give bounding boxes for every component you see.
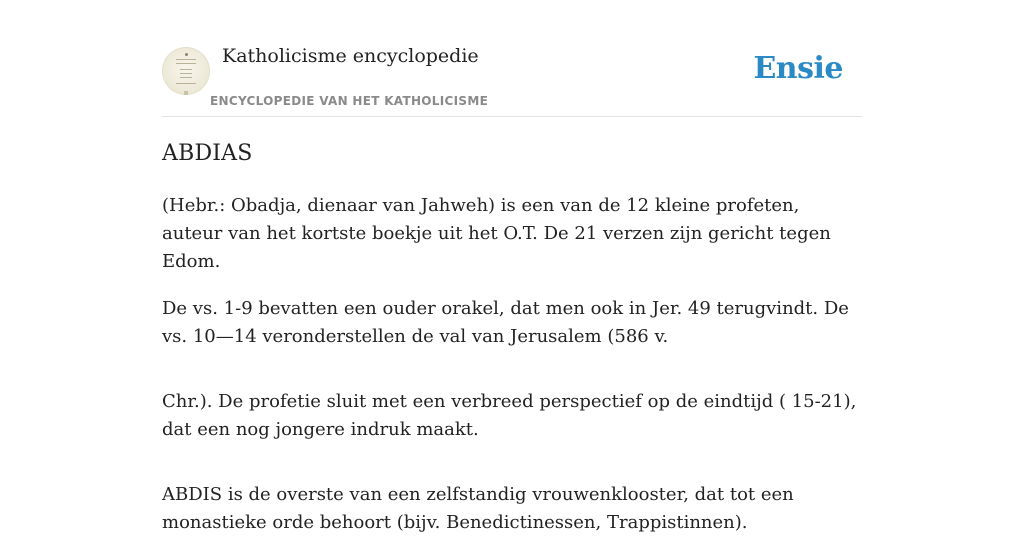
book-cover-icon[interactable] <box>162 47 210 95</box>
article-body <box>162 192 862 556</box>
article-paragraph: (Hebr.: Obadja, dienaar van Jahweh) is een van de 12 kleine profeten, auteur van het kortste boekje uit het O.T. De 21 verzen zijn gericht tegen Edom. <box>162 195 831 272</box>
site-subtitle: ENCYCLOPEDIE VAN HET KATHOLICISME <box>210 94 489 108</box>
page <box>162 0 862 533</box>
article-headword: ABDIAS <box>162 141 253 166</box>
site-header <box>162 0 862 117</box>
brand-logo[interactable]: Ensie <box>753 51 843 86</box>
site-title[interactable]: Katholicisme encyclopedie <box>222 45 479 67</box>
article-paragraph: Chr.). De profetie sluit met een verbreed perspectief op de eindtijd ( 15-21), dat een nog jongere indruk maakt. <box>162 391 857 440</box>
article-paragraph: ABDIS is de overste van een zelfstandig vrouwenklooster, dat tot een monastieke orde behoort (bijv. Benedictinessen, Trappistinnen). <box>162 484 794 533</box>
article-paragraph: De vs. 1-9 bevatten een ouder orakel, dat men ook in Jer. 49 terugvindt. De vs. 10—14 veronderstellen de val van Jerusalem (586 v. <box>162 298 849 347</box>
